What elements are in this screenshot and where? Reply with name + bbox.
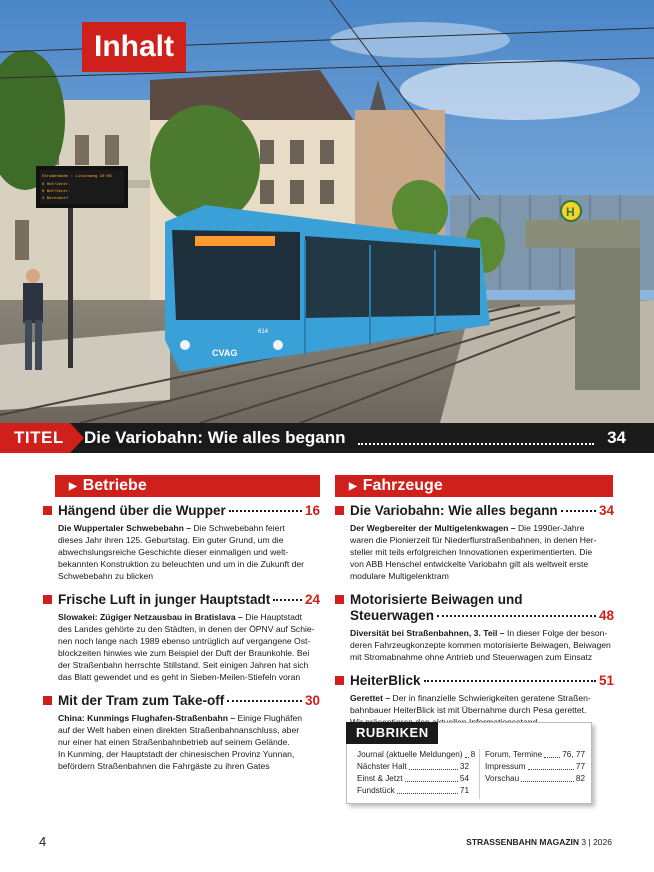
rubrik-page: 82 <box>575 774 585 783</box>
description-line: befördern Straßenbahnen die Fahrgäste zu ihren Gates <box>58 761 270 771</box>
description-line: Die Wuppertaler Schwebebahn – Die Schwebebahn feiert <box>58 523 285 533</box>
rubriken-header: RUBRIKEN <box>346 722 438 744</box>
section-label: Fahrzeuge <box>362 477 443 494</box>
description-line: das Blatt gewendet und es geht in Sieben-Meilen-Stiefeln voran <box>58 672 301 682</box>
toc-entry[interactable] <box>335 673 614 728</box>
tram-number-label: 614 <box>258 329 269 335</box>
description-line: blockzeiten hinwies wie zum Beispiel der Duft der Braunkohle. Bei <box>58 648 310 658</box>
toc-entry[interactable] <box>43 592 320 683</box>
titel-tag <box>0 423 70 453</box>
bullet-square-icon <box>43 595 52 604</box>
description-line: Schwebebahn zu blicken <box>58 571 154 581</box>
magazine-issue: 3 | 2026 <box>581 837 612 847</box>
titel-story-title: Die Variobahn: Wie alles begann <box>84 428 346 447</box>
toc-entry-heading <box>43 693 320 709</box>
bullet-square-icon <box>43 696 52 705</box>
toc-entry-title: HeiterBlick <box>350 673 421 688</box>
leader-dots <box>561 510 596 512</box>
toc-entry-page: 34 <box>598 503 614 518</box>
description-line: Diversität bei Straßenbahnen, 3. Teil – In dieser Folge der beson- <box>350 628 608 638</box>
toc-entry-page: 51 <box>598 673 614 688</box>
titel-tag-label: TITEL <box>14 428 64 447</box>
toc-entry-heading-line2 <box>335 608 614 624</box>
leader-dots <box>528 758 574 770</box>
description-line: Der Wegbereiter der Multigelenkwagen – Die 1990er-Jahre <box>350 523 585 533</box>
rubriken-list-left <box>357 749 476 797</box>
rubrik-name: Vorschau <box>485 774 520 783</box>
toc-entry-heading <box>335 673 614 689</box>
toc-entry-title: Mit der Tram zum Take-off <box>58 693 225 708</box>
description-line: der Straßenbahn herrschte Stillstand. Seit einigen Jahren hat sich <box>58 660 309 670</box>
rubriken-box <box>346 722 592 804</box>
toc-entry-page: 16 <box>304 503 320 518</box>
bullet-square-icon <box>43 506 52 515</box>
toc-entry-description <box>335 627 614 663</box>
toc-entry-page: 24 <box>304 592 320 607</box>
toc-entry-heading <box>335 503 614 519</box>
description-line: des Landes gehörte zu den Städten, in denen der ÖPNV auf Schie- <box>58 624 315 634</box>
rubrik-page: 32 <box>459 762 469 771</box>
section-label: Betriebe <box>82 477 147 494</box>
leader-dots <box>229 510 302 512</box>
description-line: In Kunming, der Hauptstadt der chinesischen Provinz Yunnan, <box>58 749 295 759</box>
toc-entry-page: 30 <box>304 693 320 708</box>
titel-bar[interactable] <box>0 423 654 453</box>
rubrik-name: Einst & Jetzt <box>357 774 403 783</box>
toc-entry-title: Frische Luft in junger Hauptstadt <box>58 592 271 607</box>
toc-entry-description <box>43 522 320 582</box>
hero-photo <box>0 0 654 423</box>
bullet-square-icon <box>335 676 344 685</box>
tram-brand-label: CVAG <box>212 348 238 358</box>
inhalt-title-box <box>82 22 186 72</box>
inhalt-title: Inhalt <box>94 30 174 63</box>
description-line: abwechslungsreiche Geschichte dieser einmaligen und welt- <box>58 547 289 557</box>
leader-dots <box>465 746 469 758</box>
description-line: dieses Jahr ihren 125. Geburtstag. Ein guter Grund, um die <box>58 535 284 545</box>
toc-entry-title: Hängend über die Wupper <box>58 503 226 518</box>
display-line-3: 6 Hbf/Zentr. <box>42 190 71 194</box>
rubrik-page: 76, 77 <box>562 750 585 759</box>
display-line-2: 6 Hbf/Zentr. <box>42 183 71 187</box>
bullet-square-icon <box>335 595 344 604</box>
titel-page-number: 34 <box>607 428 626 447</box>
description-line: bekannten Konstruktion zu beleuchten und um in die Zukunft der <box>58 559 305 569</box>
toc-entry-description <box>43 611 320 683</box>
toc-entry-title: Motorisierte Beiwagen und <box>350 592 523 607</box>
description-line: auf der Welt haben einen direkten Straßenbahnanschluss, aber <box>58 725 300 735</box>
description-line: nen noch lange nach 1989 ebenso untrüglich auf vergangene Ost- <box>58 636 311 646</box>
toc-entry[interactable] <box>43 503 320 582</box>
leader-dots <box>273 599 302 601</box>
bullet-square-icon <box>335 506 344 515</box>
leader-dots <box>409 758 458 770</box>
toc-entry-description <box>43 712 320 772</box>
description-line: mit Stromabnahme ohne Antrieb und Steuerwagen zum Einsatz <box>350 652 593 662</box>
toc-entry-title-continued: Steuerwagen <box>350 608 435 623</box>
magazine-footer <box>466 837 612 847</box>
rubrik-name: Nächster Halt <box>357 762 407 771</box>
rubrik-name: Journal (aktuelle Meldungen) <box>357 750 463 759</box>
rubrik-item[interactable] <box>357 785 469 797</box>
toc-entry-title: Die Variobahn: Wie alles begann <box>350 503 558 518</box>
triangle-right-icon: ▶ <box>69 480 77 492</box>
rubrik-page: 8 <box>470 750 476 759</box>
toc-entry[interactable] <box>335 503 614 582</box>
description-line: waren die Pionierzeit für Niederflurstraßenbahnen, in denen Her- <box>350 535 597 545</box>
rubrik-name: Fundstück <box>357 786 395 795</box>
rubrik-page: 77 <box>575 762 585 771</box>
description-line: Slowakei: Zügiger Netzausbau in Bratislava – Die Hauptstadt <box>58 612 303 622</box>
leader-dots <box>544 746 560 758</box>
column-fahrzeuge <box>335 503 614 738</box>
description-line: steller mit teils erfolgreichen Innovationen experimentierten. Die <box>350 547 593 557</box>
rubrik-page: 71 <box>459 786 469 795</box>
section-header-fahrzeuge <box>335 475 613 497</box>
leader-dots <box>405 770 458 782</box>
description-line: modulare Multigelenktram <box>350 571 449 581</box>
toc-entry[interactable] <box>43 693 320 772</box>
page-number: 4 <box>39 834 47 849</box>
column-betriebe <box>43 503 320 782</box>
description-line: China: Kunmings Flughafen-Straßenbahn – Einige Flughäfen <box>58 713 303 723</box>
rubrik-name: Impressum <box>485 762 526 771</box>
toc-entry-heading <box>335 592 614 608</box>
rubrik-item[interactable] <box>485 773 585 785</box>
leader-dots <box>397 782 458 794</box>
leader-dots <box>227 700 302 702</box>
rubriken-list-right <box>479 749 585 799</box>
titel-leader-dots <box>358 443 594 445</box>
leader-dots <box>521 770 574 782</box>
description-line: von ABB Henschel entwickelte Variobahn gilt als weltweit erste <box>350 559 589 569</box>
magazine-name: STRASSENBAHN MAGAZIN <box>466 837 580 847</box>
description-line: Gerettet – Der in finanzielle Schwierigkeiten geratene Straßen- <box>350 693 591 703</box>
toc-entry-heading <box>43 592 320 608</box>
leader-dots <box>437 615 596 617</box>
stop-sign-label: H <box>566 205 575 219</box>
rubrik-name: Forum, Termine <box>485 750 543 759</box>
description-line: deren Fahrzeugkonzepte kommen motorisierte Beiwagen, Beiwagen <box>350 640 611 650</box>
toc-entry[interactable] <box>335 592 614 663</box>
display-line-4: 3 Bernsdorf <box>42 197 69 201</box>
toc-entry-description <box>335 522 614 582</box>
description-line: nur einer hat einen Straßenbahnbetrieb auf seinem Gelände. <box>58 737 290 747</box>
triangle-right-icon: ▶ <box>349 480 357 492</box>
toc-entry-heading <box>43 503 320 519</box>
display-line-1: Straßenbahn • Linienweg 10:06 <box>42 175 112 179</box>
leader-dots <box>424 680 596 682</box>
toc-entry-page: 48 <box>598 608 614 623</box>
section-header-betriebe <box>55 475 320 497</box>
description-line: bahnbauer HeiterBlick ist mit Übernahme durch Pesa gerettet. <box>350 705 587 715</box>
rubrik-page: 54 <box>459 774 469 783</box>
